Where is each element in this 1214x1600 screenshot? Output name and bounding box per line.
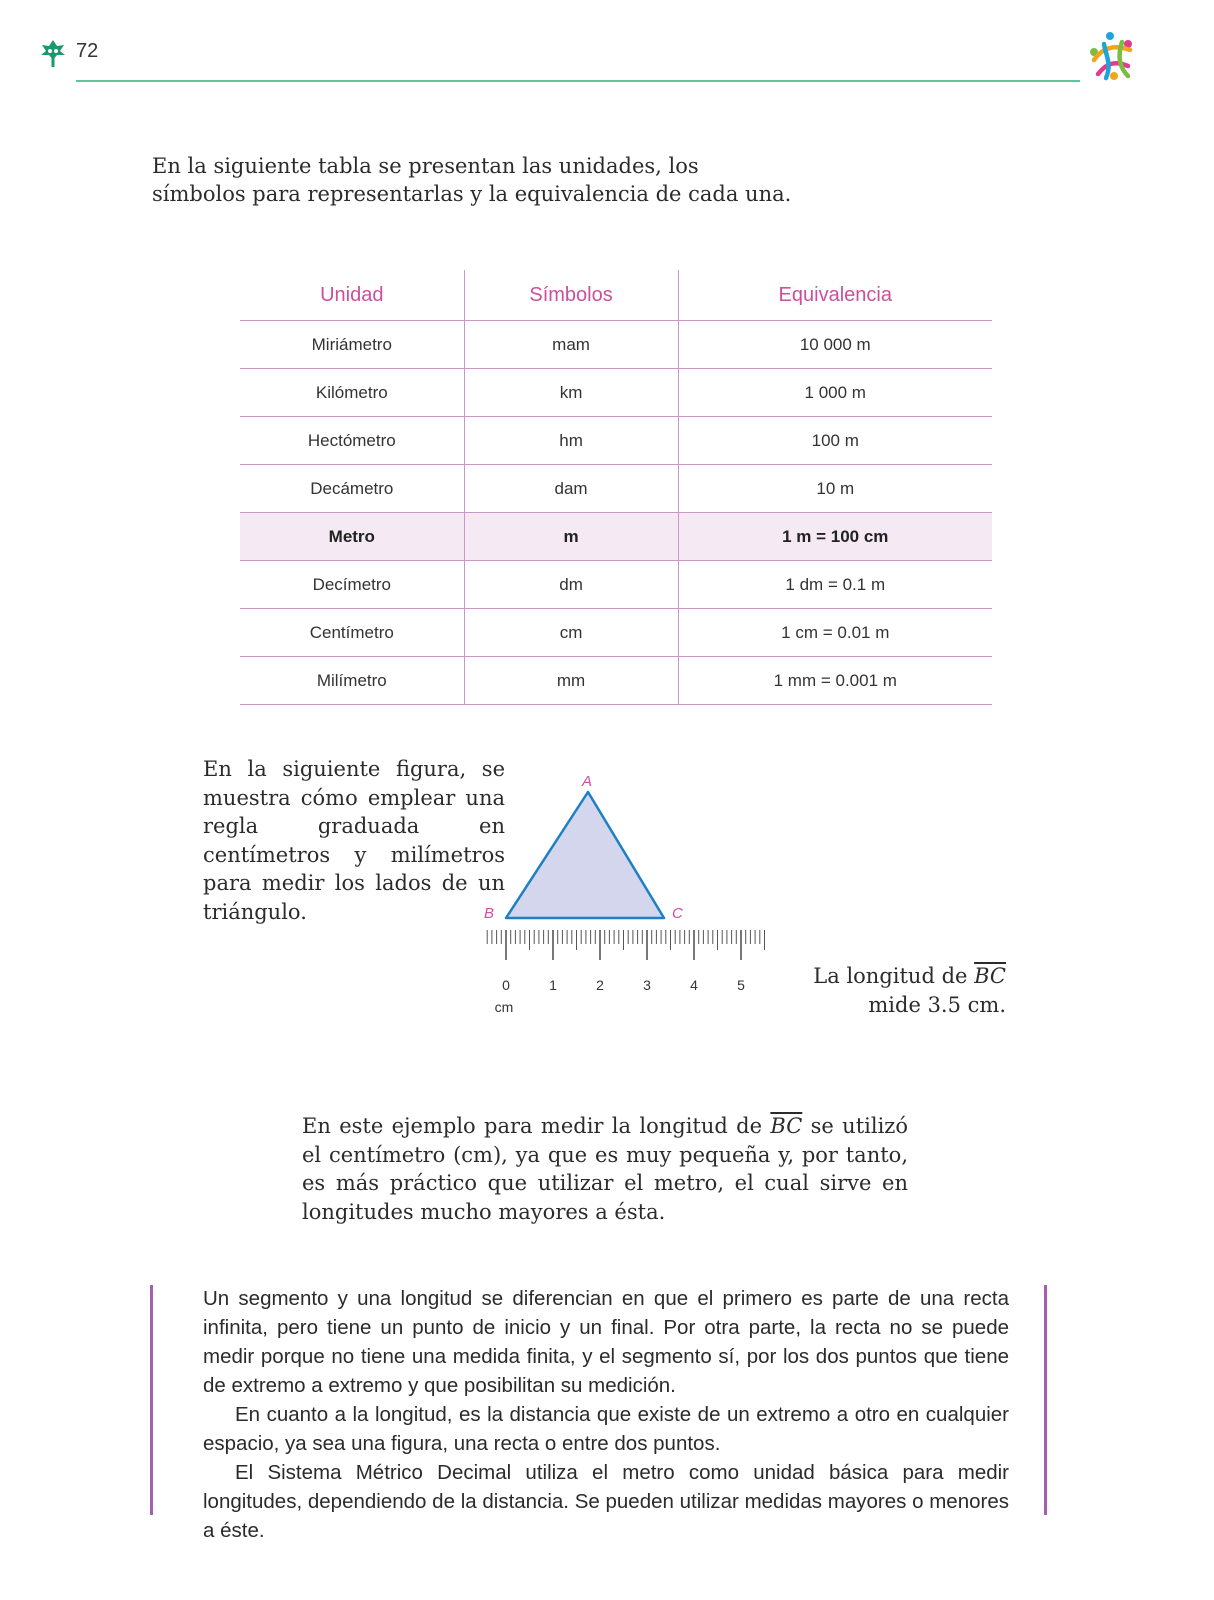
ruler-number: 0 bbox=[502, 977, 510, 993]
header-divider bbox=[76, 80, 1080, 82]
unit-name-cell: Centímetro bbox=[240, 609, 464, 657]
figure-description: En la siguiente figura, se muestra cómo emplear una regla graduada en centímetros y milímetros para medir los lados de un triángulo. bbox=[203, 757, 505, 924]
unit-name-cell: Metro bbox=[240, 513, 464, 561]
segment-label: $\overline{BC}$ bbox=[770, 1114, 803, 1138]
table-row bbox=[240, 369, 992, 417]
ruler-number: 2 bbox=[596, 977, 604, 993]
people-circle-logo bbox=[1084, 30, 1140, 86]
caption-text: La longitud de bbox=[813, 964, 975, 988]
table-row bbox=[240, 321, 992, 369]
unit-symbol-cell: mm bbox=[464, 657, 678, 705]
unit-name-cell: Hectómetro bbox=[240, 417, 464, 465]
caption-text: mide 3.5 cm. bbox=[868, 993, 1006, 1017]
ruler-unit-label: cm bbox=[494, 999, 514, 1015]
unit-equivalence-cell: 100 m bbox=[678, 417, 992, 465]
unit-name-cell: Miriámetro bbox=[240, 321, 464, 369]
unit-equivalence-cell: 1 m = 100 cm bbox=[678, 513, 992, 561]
column-header-equivalencia: Equivalencia bbox=[678, 270, 992, 321]
ruler-number: 1 bbox=[549, 977, 557, 993]
note-paragraph: El Sistema Métrico Decimal utiliza el metro como unidad básica para medir longitudes, dependiendo de la distancia. Se pueden utilizar medidas mayores o menores a éste. bbox=[203, 1461, 1009, 1542]
unit-symbol-cell: hm bbox=[464, 417, 678, 465]
note-box bbox=[203, 1284, 1009, 1545]
table-row bbox=[240, 561, 992, 609]
unit-equivalence-cell: 1 mm = 0.001 m bbox=[678, 657, 992, 705]
example-text: En este ejemplo para medir la longitud de bbox=[302, 1114, 771, 1138]
note-left-bar bbox=[150, 1285, 153, 1515]
column-header-simbolos: Símbolos bbox=[464, 270, 678, 321]
ruler bbox=[487, 930, 764, 960]
example-text: se utilizó el centímetro (cm), ya que es muy pequeña y, por tanto, es más práctico que utilizar el metro, el cual sirve en longitudes mucho mayores a ésta. bbox=[302, 1114, 908, 1224]
unit-equivalence-cell: 10 m bbox=[678, 465, 992, 513]
unit-equivalence-cell: 1 000 m bbox=[678, 369, 992, 417]
table-row bbox=[240, 417, 992, 465]
triangle-ruler-figure bbox=[470, 770, 770, 1030]
unit-symbol-cell: dm bbox=[464, 561, 678, 609]
page-number: 72 bbox=[76, 40, 99, 62]
point-label-a: A bbox=[582, 773, 593, 790]
segment-label: $\overline{BC}$ bbox=[974, 964, 1006, 988]
unit-symbol-cell: dam bbox=[464, 465, 678, 513]
table-row-highlighted bbox=[240, 513, 992, 561]
unit-name-cell: Milímetro bbox=[240, 657, 464, 705]
table-row bbox=[240, 657, 992, 705]
point-label-c: C bbox=[672, 905, 683, 922]
ruler-number: 3 bbox=[643, 977, 651, 993]
ruler-number: 4 bbox=[690, 977, 698, 993]
length-caption bbox=[796, 962, 1006, 1020]
tree-leaf-icon bbox=[40, 38, 66, 68]
table-row bbox=[240, 465, 992, 513]
point-label-b: B bbox=[484, 905, 495, 922]
units-table bbox=[240, 270, 992, 705]
note-paragraph: En cuanto a la longitud, es la distancia que existe de un extremo a otro en cualquier espacio, ya sea una figura, una recta o entre dos puntos. bbox=[203, 1403, 1009, 1455]
unit-name-cell: Decámetro bbox=[240, 465, 464, 513]
unit-equivalence-cell: 1 cm = 0.01 m bbox=[678, 609, 992, 657]
unit-symbol-cell: km bbox=[464, 369, 678, 417]
note-paragraph: Un segmento y una longitud se diferencian en que el primero es parte de una recta infinita, pero tiene un punto de inicio y un final. Por otra parte, la recta no se puede medir porque no tiene una medida finita, y el segmento sí, por los dos puntos que tiene de extremo a extremo y que posibilitan su medición. bbox=[203, 1287, 1009, 1397]
intro-paragraph: En la siguiente tabla se presentan las unidades, los símbolos para representarlas y la equivalencia de cada una. bbox=[152, 154, 792, 206]
table-row bbox=[240, 609, 992, 657]
unit-symbol-cell: mam bbox=[464, 321, 678, 369]
table-header-row bbox=[240, 270, 992, 321]
unit-equivalence-cell: 10 000 m bbox=[678, 321, 992, 369]
unit-name-cell: Decímetro bbox=[240, 561, 464, 609]
unit-equivalence-cell: 1 dm = 0.1 m bbox=[678, 561, 992, 609]
unit-name-cell: Kilómetro bbox=[240, 369, 464, 417]
column-header-unidad: Unidad bbox=[240, 270, 464, 321]
example-paragraph bbox=[302, 1112, 908, 1226]
note-right-bar bbox=[1044, 1285, 1047, 1515]
unit-symbol-cell: m bbox=[464, 513, 678, 561]
unit-symbol-cell: cm bbox=[464, 609, 678, 657]
ruler-number: 5 bbox=[737, 977, 745, 993]
triangle-shape bbox=[506, 792, 664, 918]
